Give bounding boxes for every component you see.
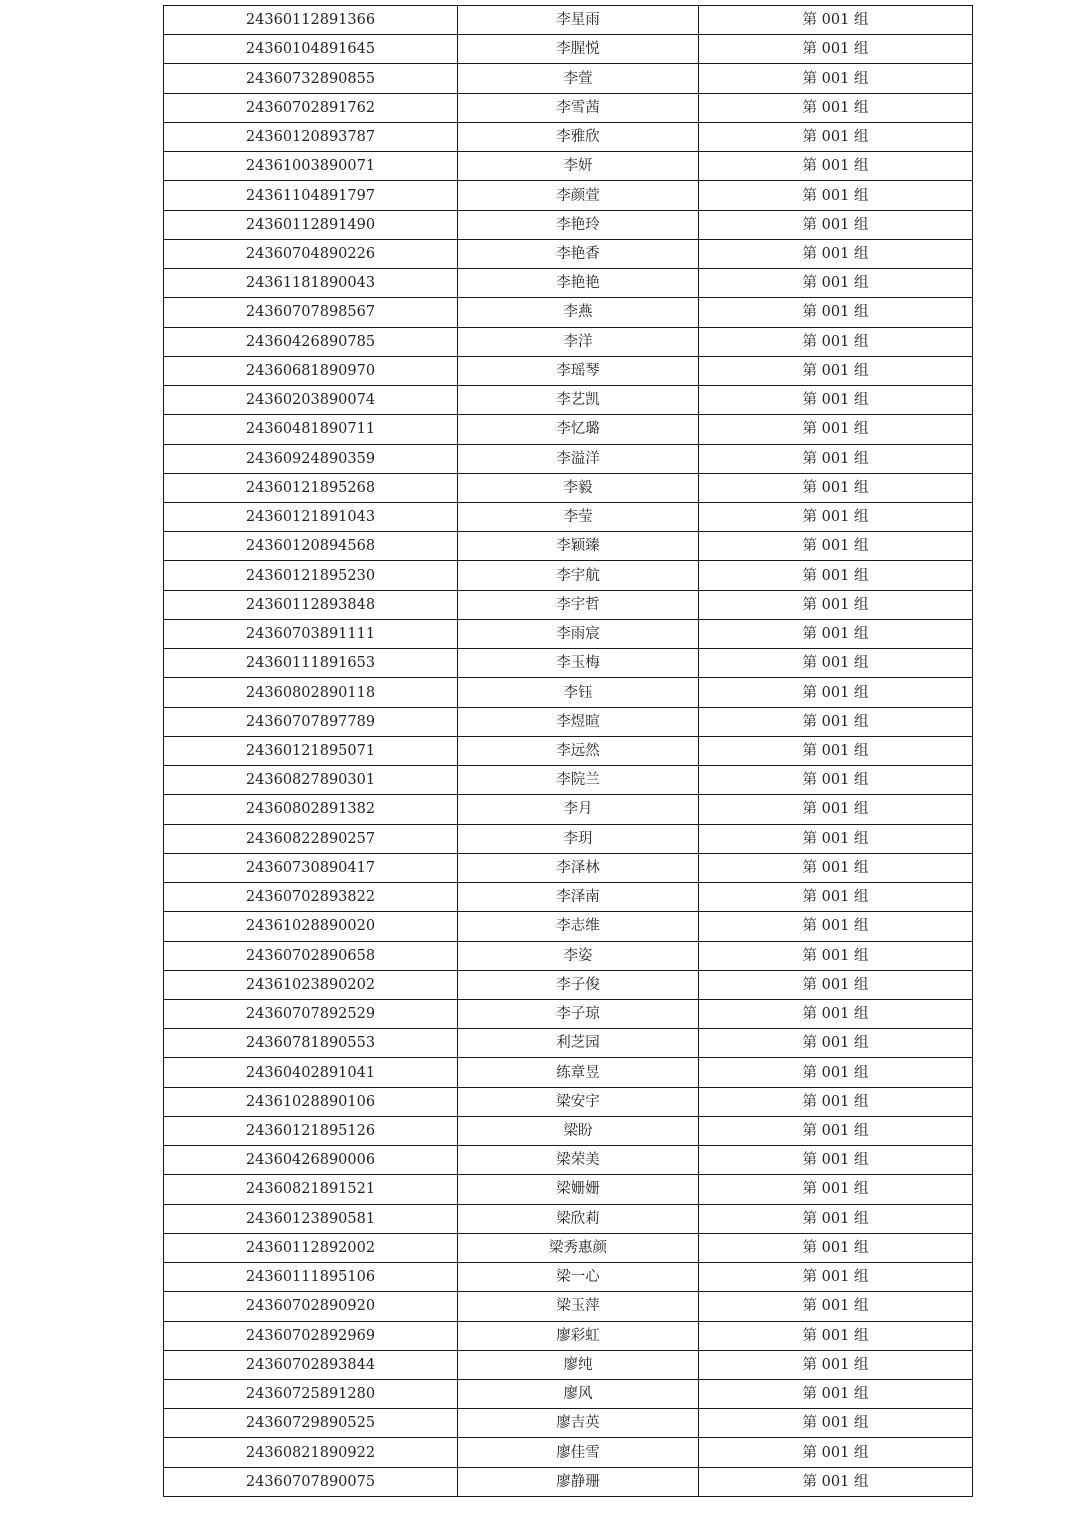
table-row (164, 795, 973, 824)
candidate-name-cell: 李雨宸 (458, 619, 699, 648)
candidate-name-cell: 李星雨 (458, 6, 699, 35)
candidate-name-cell: 李远然 (458, 736, 699, 765)
candidate-name-cell: 廖彩虹 (458, 1321, 699, 1350)
candidate-id-cell: 24360702893822 (164, 883, 458, 912)
group-cell: 第 001 组 (699, 941, 973, 970)
candidate-id-cell: 24360827890301 (164, 766, 458, 795)
candidate-id-cell: 24360203890074 (164, 386, 458, 415)
group-cell: 第 001 组 (699, 1350, 973, 1379)
group-cell: 第 001 组 (699, 473, 973, 502)
candidate-name-cell: 梁盼 (458, 1116, 699, 1145)
candidate-name-cell: 李腥悦 (458, 35, 699, 64)
roster-sheet (163, 5, 972, 1497)
candidate-name-cell: 李毅 (458, 473, 699, 502)
table-row (164, 1204, 973, 1233)
table-row (164, 999, 973, 1028)
candidate-id-cell: 24360732890855 (164, 64, 458, 93)
candidate-name-cell: 李燕 (458, 298, 699, 327)
table-row (164, 707, 973, 736)
roster-table (163, 5, 973, 1497)
group-cell: 第 001 组 (699, 1263, 973, 1292)
candidate-id-cell: 24360802890118 (164, 678, 458, 707)
group-cell: 第 001 组 (699, 853, 973, 882)
candidate-name-cell: 李妍 (458, 152, 699, 181)
group-cell: 第 001 组 (699, 883, 973, 912)
group-cell: 第 001 组 (699, 1321, 973, 1350)
table-row (164, 736, 973, 765)
candidate-name-cell: 廖纯 (458, 1350, 699, 1379)
table-row (164, 532, 973, 561)
candidate-name-cell: 李泽南 (458, 883, 699, 912)
table-row (164, 1233, 973, 1262)
group-cell: 第 001 组 (699, 1204, 973, 1233)
candidate-name-cell: 廖静珊 (458, 1467, 699, 1496)
table-row (164, 210, 973, 239)
candidate-id-cell: 24360112892002 (164, 1233, 458, 1262)
candidate-id-cell: 24360703891111 (164, 619, 458, 648)
group-cell: 第 001 组 (699, 1233, 973, 1262)
group-cell: 第 001 组 (699, 35, 973, 64)
table-row (164, 1146, 973, 1175)
candidate-name-cell: 梁欣莉 (458, 1204, 699, 1233)
candidate-id-cell: 24360120893787 (164, 122, 458, 151)
candidate-name-cell: 李玉梅 (458, 649, 699, 678)
candidate-id-cell: 24361181890043 (164, 269, 458, 298)
candidate-id-cell: 24360781890553 (164, 1029, 458, 1058)
table-row (164, 1380, 973, 1409)
candidate-id-cell: 24360704890226 (164, 239, 458, 268)
table-row (164, 561, 973, 590)
candidate-name-cell: 李雅欣 (458, 122, 699, 151)
table-row (164, 473, 973, 502)
candidate-name-cell: 李艳香 (458, 239, 699, 268)
candidate-id-cell: 24360822890257 (164, 824, 458, 853)
table-row (164, 386, 973, 415)
table-row (164, 239, 973, 268)
table-row (164, 356, 973, 385)
candidate-name-cell: 李钰 (458, 678, 699, 707)
table-row (164, 1409, 973, 1438)
group-cell: 第 001 组 (699, 1292, 973, 1321)
candidate-id-cell: 24360123890581 (164, 1204, 458, 1233)
candidate-id-cell: 24360402891041 (164, 1058, 458, 1087)
candidate-id-cell: 24360481890711 (164, 415, 458, 444)
group-cell: 第 001 组 (699, 999, 973, 1028)
group-cell: 第 001 组 (699, 532, 973, 561)
candidate-name-cell: 梁秀惠颜 (458, 1233, 699, 1262)
candidate-name-cell: 李忆璐 (458, 415, 699, 444)
group-cell: 第 001 组 (699, 444, 973, 473)
group-cell: 第 001 组 (699, 1409, 973, 1438)
roster-table-body (164, 6, 973, 1497)
candidate-id-cell: 24360924890359 (164, 444, 458, 473)
candidate-name-cell: 李艳玲 (458, 210, 699, 239)
group-cell: 第 001 组 (699, 824, 973, 853)
candidate-id-cell: 24360104891645 (164, 35, 458, 64)
candidate-name-cell: 梁安宇 (458, 1087, 699, 1116)
candidate-id-cell: 24360702891762 (164, 93, 458, 122)
candidate-name-cell: 梁一心 (458, 1263, 699, 1292)
table-row (164, 1175, 973, 1204)
group-cell: 第 001 组 (699, 386, 973, 415)
table-row (164, 502, 973, 531)
group-cell: 第 001 组 (699, 502, 973, 531)
candidate-id-cell: 24360121895230 (164, 561, 458, 590)
table-row (164, 941, 973, 970)
candidate-name-cell: 李莹 (458, 502, 699, 531)
candidate-name-cell: 李雪茜 (458, 93, 699, 122)
candidate-id-cell: 24360112893848 (164, 590, 458, 619)
candidate-name-cell: 李颜萱 (458, 181, 699, 210)
group-cell: 第 001 组 (699, 415, 973, 444)
table-row (164, 619, 973, 648)
candidate-name-cell: 梁玉萍 (458, 1292, 699, 1321)
candidate-name-cell: 梁荣美 (458, 1146, 699, 1175)
group-cell: 第 001 组 (699, 1175, 973, 1204)
candidate-id-cell: 24360707890075 (164, 1467, 458, 1496)
group-cell: 第 001 组 (699, 707, 973, 736)
group-cell: 第 001 组 (699, 210, 973, 239)
table-row (164, 970, 973, 999)
table-row (164, 678, 973, 707)
table-row (164, 853, 973, 882)
group-cell: 第 001 组 (699, 6, 973, 35)
candidate-id-cell: 24360121891043 (164, 502, 458, 531)
candidate-name-cell: 廖吉英 (458, 1409, 699, 1438)
candidate-id-cell: 24360111891653 (164, 649, 458, 678)
table-row (164, 649, 973, 678)
table-row (164, 1058, 973, 1087)
group-cell: 第 001 组 (699, 561, 973, 590)
group-cell: 第 001 组 (699, 1380, 973, 1409)
candidate-name-cell: 李子俊 (458, 970, 699, 999)
candidate-name-cell: 李子琼 (458, 999, 699, 1028)
candidate-name-cell: 李煜暄 (458, 707, 699, 736)
candidate-id-cell: 24360730890417 (164, 853, 458, 882)
candidate-name-cell: 李月 (458, 795, 699, 824)
group-cell: 第 001 组 (699, 1087, 973, 1116)
table-row (164, 415, 973, 444)
candidate-id-cell: 24360707892529 (164, 999, 458, 1028)
candidate-id-cell: 24360112891490 (164, 210, 458, 239)
group-cell: 第 001 组 (699, 93, 973, 122)
candidate-name-cell: 李志维 (458, 912, 699, 941)
group-cell: 第 001 组 (699, 1029, 973, 1058)
group-cell: 第 001 组 (699, 1438, 973, 1467)
group-cell: 第 001 组 (699, 1146, 973, 1175)
table-row (164, 1087, 973, 1116)
table-row (164, 35, 973, 64)
candidate-name-cell: 李艺凯 (458, 386, 699, 415)
group-cell: 第 001 组 (699, 649, 973, 678)
table-row (164, 1263, 973, 1292)
table-row (164, 6, 973, 35)
group-cell: 第 001 组 (699, 122, 973, 151)
group-cell: 第 001 组 (699, 269, 973, 298)
group-cell: 第 001 组 (699, 766, 973, 795)
table-row (164, 1029, 973, 1058)
candidate-id-cell: 24360821890922 (164, 1438, 458, 1467)
candidate-id-cell: 24360702892969 (164, 1321, 458, 1350)
candidate-name-cell: 李艳艳 (458, 269, 699, 298)
candidate-name-cell: 李泽林 (458, 853, 699, 882)
candidate-id-cell: 24360121895268 (164, 473, 458, 502)
table-row (164, 269, 973, 298)
group-cell: 第 001 组 (699, 239, 973, 268)
table-row (164, 912, 973, 941)
table-row (164, 444, 973, 473)
table-row (164, 122, 973, 151)
candidate-id-cell: 24360681890970 (164, 356, 458, 385)
table-row (164, 93, 973, 122)
candidate-name-cell: 李溢洋 (458, 444, 699, 473)
group-cell: 第 001 组 (699, 1116, 973, 1145)
group-cell: 第 001 组 (699, 619, 973, 648)
group-cell: 第 001 组 (699, 64, 973, 93)
candidate-id-cell: 24360707898567 (164, 298, 458, 327)
candidate-id-cell: 24360121895071 (164, 736, 458, 765)
table-row (164, 64, 973, 93)
candidate-name-cell: 廖风 (458, 1380, 699, 1409)
table-row (164, 181, 973, 210)
group-cell: 第 001 组 (699, 152, 973, 181)
candidate-id-cell: 24360702890658 (164, 941, 458, 970)
candidate-id-cell: 24360702893844 (164, 1350, 458, 1379)
table-row (164, 327, 973, 356)
candidate-name-cell: 李院兰 (458, 766, 699, 795)
group-cell: 第 001 组 (699, 1467, 973, 1496)
candidate-id-cell: 24360802891382 (164, 795, 458, 824)
table-row (164, 1321, 973, 1350)
candidate-name-cell: 李瑶琴 (458, 356, 699, 385)
candidate-name-cell: 利芝园 (458, 1029, 699, 1058)
table-row (164, 1116, 973, 1145)
table-row (164, 824, 973, 853)
group-cell: 第 001 组 (699, 736, 973, 765)
candidate-name-cell: 李颖臻 (458, 532, 699, 561)
candidate-id-cell: 24360729890525 (164, 1409, 458, 1438)
table-row (164, 883, 973, 912)
candidate-name-cell: 李玥 (458, 824, 699, 853)
candidate-id-cell: 24360702890920 (164, 1292, 458, 1321)
candidate-name-cell: 李宇航 (458, 561, 699, 590)
table-row (164, 766, 973, 795)
table-row (164, 152, 973, 181)
group-cell: 第 001 组 (699, 970, 973, 999)
candidate-id-cell: 24360426890785 (164, 327, 458, 356)
candidate-id-cell: 24360111895106 (164, 1263, 458, 1292)
candidate-id-cell: 24360707897789 (164, 707, 458, 736)
candidate-id-cell: 24360112891366 (164, 6, 458, 35)
group-cell: 第 001 组 (699, 181, 973, 210)
candidate-name-cell: 李萱 (458, 64, 699, 93)
group-cell: 第 001 组 (699, 356, 973, 385)
group-cell: 第 001 组 (699, 327, 973, 356)
candidate-id-cell: 24360821891521 (164, 1175, 458, 1204)
candidate-id-cell: 24360725891280 (164, 1380, 458, 1409)
candidate-id-cell: 24360120894568 (164, 532, 458, 561)
candidate-id-cell: 24361023890202 (164, 970, 458, 999)
candidate-id-cell: 24361028890106 (164, 1087, 458, 1116)
candidate-name-cell: 李洋 (458, 327, 699, 356)
group-cell: 第 001 组 (699, 795, 973, 824)
table-row (164, 298, 973, 327)
candidate-id-cell: 24360121895126 (164, 1116, 458, 1145)
table-row (164, 1292, 973, 1321)
candidate-name-cell: 练章昱 (458, 1058, 699, 1087)
candidate-name-cell: 梁姗姗 (458, 1175, 699, 1204)
table-row (164, 590, 973, 619)
table-row (164, 1467, 973, 1496)
candidate-name-cell: 李姿 (458, 941, 699, 970)
group-cell: 第 001 组 (699, 590, 973, 619)
group-cell: 第 001 组 (699, 298, 973, 327)
table-row (164, 1438, 973, 1467)
candidate-id-cell: 24361028890020 (164, 912, 458, 941)
table-row (164, 1350, 973, 1379)
candidate-name-cell: 廖佳雪 (458, 1438, 699, 1467)
group-cell: 第 001 组 (699, 912, 973, 941)
candidate-id-cell: 24360426890006 (164, 1146, 458, 1175)
candidate-id-cell: 24361003890071 (164, 152, 458, 181)
candidate-id-cell: 24361104891797 (164, 181, 458, 210)
candidate-name-cell: 李宇哲 (458, 590, 699, 619)
group-cell: 第 001 组 (699, 678, 973, 707)
group-cell: 第 001 组 (699, 1058, 973, 1087)
